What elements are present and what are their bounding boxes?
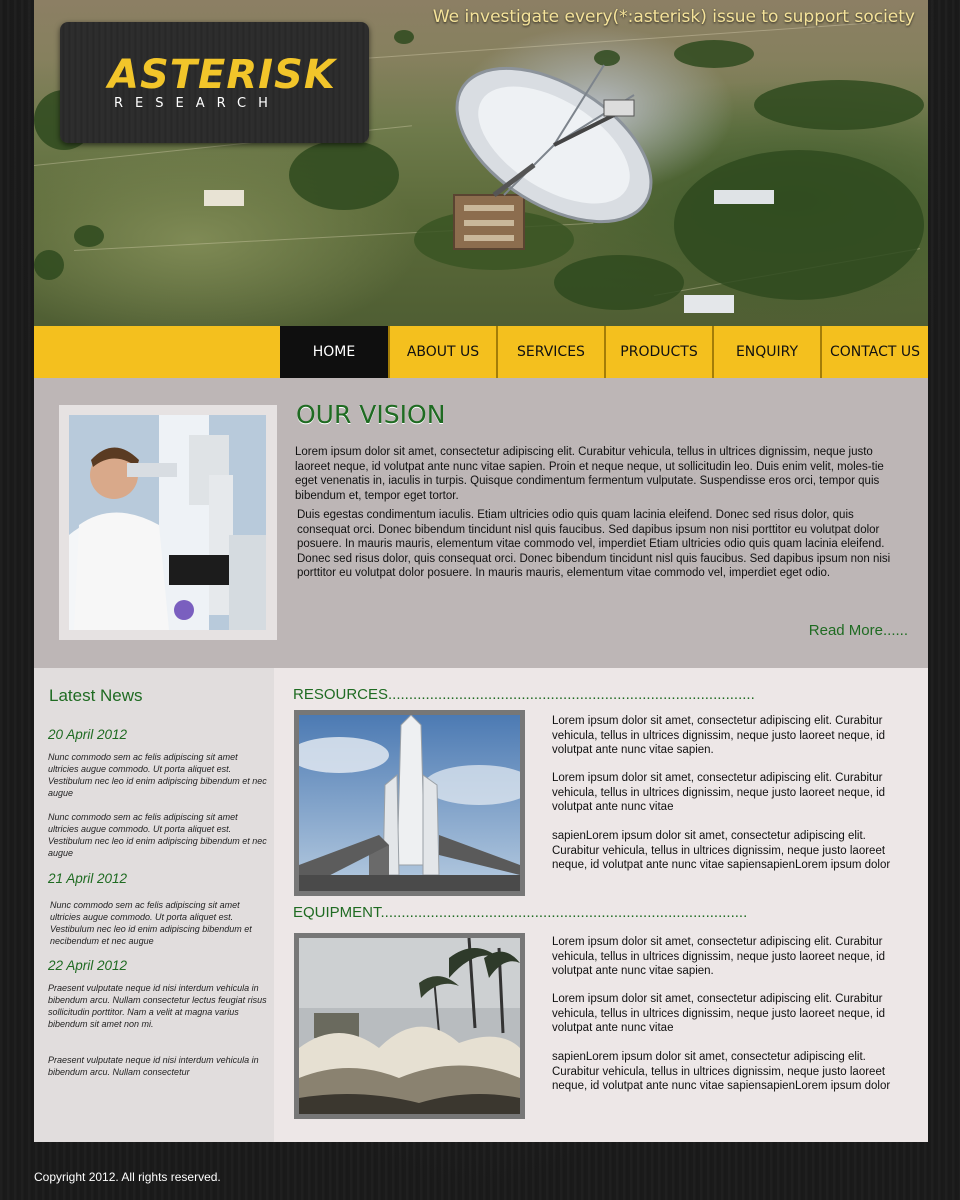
news-text: Praesent vulputate neque id nisi interdum vehicula in bibendum arcu. Nullam consectetur — [48, 1055, 259, 1077]
tree — [394, 30, 414, 44]
building — [204, 190, 244, 206]
tree — [74, 225, 104, 247]
tree — [289, 140, 399, 210]
news-date: 21 April 2012 — [48, 871, 128, 886]
news-text: Nunc commodo sem ac felis adipiscing sit amet ultricies augue commodo. Ut porta aliquet est. Vestibulum nec leo id enim adipiscing bibendum et necibendum et nec augue — [50, 900, 252, 946]
rocket-image — [299, 715, 520, 891]
nav-item-products[interactable]: PRODUCTS — [604, 326, 712, 378]
lower-section — [34, 668, 928, 1142]
header-tagline: We investigate every(*:asterisk) issue to support society — [432, 7, 915, 27]
logo-title: ASTERISK — [108, 52, 336, 98]
resources-title: RESOURCES........................................................................................ — [293, 686, 755, 703]
logo-panel[interactable] — [60, 22, 369, 143]
resources-paragraph-2: Lorem ipsum dolor sit amet, consectetur adipiscing elit. Curabitur vehicula, tellus in ultrices dignissim, neque justo laoreet neque, id volutpat ante nunc vitae — [552, 772, 886, 813]
scientist-microscope-image — [69, 415, 266, 630]
logo-subtitle: RESEARCH — [114, 96, 280, 111]
nav-item-services[interactable]: SERVICES — [496, 326, 604, 378]
page-wrapper — [34, 0, 928, 1142]
equipment-paragraph-1: Lorem ipsum dolor sit amet, consectetur adipiscing elit. Curabitur vehicula, tellus in ultrices dignissim, neque justo laoreet neque, id volutpat ante nunc vitae sapien. — [552, 936, 886, 977]
vision-title: OUR VISION — [296, 400, 446, 429]
tree — [34, 250, 64, 280]
news-date: 20 April 2012 — [48, 727, 128, 742]
nav-item-home[interactable]: HOME — [280, 326, 388, 378]
footer-copyright: Copyright 2012. All rights reserved. — [34, 1170, 221, 1184]
nav-item-enquiry[interactable]: ENQUIRY — [712, 326, 820, 378]
header-banner — [34, 0, 928, 326]
resources-paragraph-1: Lorem ipsum dolor sit amet, consectetur adipiscing elit. Curabitur vehicula, tellus in ultrices dignissim, neque justo laoreet neque, id volutpat ante nunc vitae sapien. — [552, 715, 886, 756]
main-nav — [34, 326, 928, 378]
equipment-title: EQUIPMENT........................................................................................ — [293, 904, 748, 921]
news-title: Latest News — [49, 686, 143, 705]
vision-paragraph-2: Duis egestas condimentum iaculis. Etiam ultricies odio quis quam lacinia eleifend. Donec sed risus dolor, quis consequat orci. Donec bibendum tincidunt nisl quis faucibus. Sed dapibus ipsum non nisi porttitor eu volutpat dolor posuere. In mauris mauris, elementum vitae commodo vel, imperdiet Etiam ultricies odio quis quam lacinia eleifend. Donec sed risus dolor, quis consequat orci. Donec bibendum tincidunt nisl quis faucibus. Sed dapibus ipsum non nisi porttitor eu volutpat dolor posuere. In mauris mauris, elementum vitae commodo vel, imperdiet eget odio. — [297, 509, 891, 579]
equipment-paragraph-3: sapienLorem ipsum dolor sit amet, consectetur adipiscing elit. Curabitur vehicula, tellus in ultrices dignissim, neque justo laoreet neque, id volutpat ante nunc vitae sapiensapienLorem ipsum dolor — [552, 1051, 891, 1092]
news-text: Praesent vulputate neque id nisi interdum vehicula in bibendum arcu. Nullam consectetur lectus feugiat risus sollicitudin porttitor. Nam a velit at magna varius bibendum sit amet non mi. — [48, 983, 267, 1029]
resources-photo-frame — [294, 710, 525, 896]
resources-paragraph-3: sapienLorem ipsum dolor sit amet, consectetur adipiscing elit. Curabitur vehicula, tellus in ultrices dignissim, neque justo laoreet neque, id volutpat ante nunc vitae sapiensapienLorem ipsum dolor — [552, 830, 891, 871]
latest-news-sidebar — [34, 668, 274, 1142]
radio-telescope-image — [434, 55, 664, 255]
building — [714, 190, 774, 204]
vision-paragraph-1: Lorem ipsum dolor sit amet, consectetur adipiscing elit. Curabitur vehicula, tellus in ultrices dignissim, neque justo laoreet neque, id volutpat ante nunc vitae sapien. Proin et neque neque, ut sollicitudin leo. Duis enim velit, moles-tie eget venenatis in, iaculis in turpis. Quisque condimentum fermentum vulputate. Suspendisse eros orci, tempor quis bibendum et, tempor eget tortor. — [295, 446, 884, 502]
storm-waves-image — [299, 938, 520, 1114]
vision-section — [34, 378, 928, 668]
tree — [674, 150, 924, 300]
vision-photo-frame — [59, 405, 277, 640]
tree — [674, 40, 754, 68]
news-date: 22 April 2012 — [48, 958, 128, 973]
news-text: Nunc commodo sem ac felis adipiscing sit amet ultricies augue commodo. Ut porta aliquet est. Vestibulum nec leo id enim adipiscing bibendum et nec augue — [48, 812, 267, 858]
nav-item-contact-us[interactable]: CONTACT US — [820, 326, 928, 378]
nav-item-about-us[interactable]: ABOUT US — [388, 326, 496, 378]
building — [684, 295, 734, 313]
read-more-link[interactable]: Read More...... — [808, 622, 908, 639]
tree — [554, 255, 684, 310]
equipment-paragraph-2: Lorem ipsum dolor sit amet, consectetur adipiscing elit. Curabitur vehicula, tellus in ultrices dignissim, neque justo laoreet neque, id volutpat ante nunc vitae — [552, 993, 886, 1034]
tree — [754, 80, 924, 130]
news-text: Nunc commodo sem ac felis adipiscing sit amet ultricies augue commodo. Ut porta aliquet est. Vestibulum nec leo id enim adipiscing bibendum et nec augue — [48, 752, 267, 798]
main-content — [274, 668, 928, 1142]
equipment-photo-frame — [294, 933, 525, 1119]
